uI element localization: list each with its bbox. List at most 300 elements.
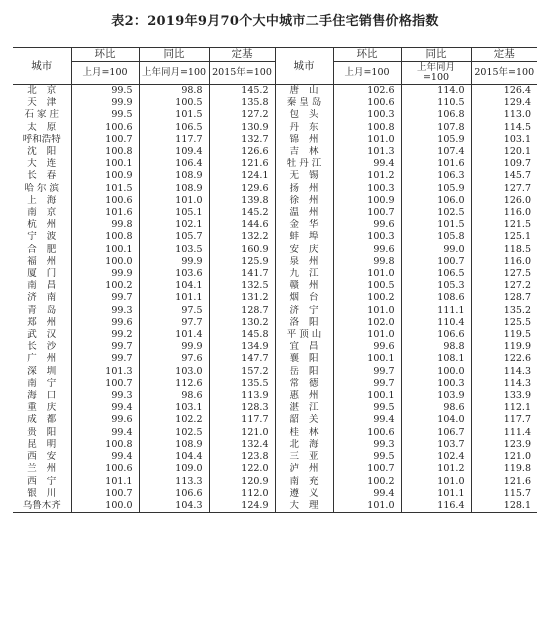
city-right-cell: 惠州 (275, 390, 333, 402)
table-row (13, 305, 537, 317)
mom-right-cell: 100.6 (333, 427, 401, 439)
fixed-right-cell: 115.7 (503, 487, 531, 499)
yoy-left-cell: 102.2 (139, 414, 209, 426)
fixed-right-cell: 114.3 (503, 365, 531, 377)
table-row (13, 183, 537, 195)
mom-left-cell: 100.8 (71, 146, 139, 158)
fixed-right-cell: 127.2 (503, 280, 531, 292)
yoy-left-cell: 98.8 (139, 85, 209, 98)
fixed-right-cell: 103.1 (503, 133, 531, 145)
table-row (13, 146, 537, 158)
city-left-cell: 杭州 (13, 219, 71, 231)
mom-right-cell: 99.4 (333, 158, 401, 170)
city-left-cell: 成都 (13, 414, 71, 426)
fixed-left-cell: 113.9 (209, 390, 275, 402)
mom-right-cell: 100.1 (333, 353, 401, 365)
table-row (13, 402, 537, 414)
city-right-cell: 锦州 (275, 134, 333, 146)
yoy-right-cell: 106.0 (401, 195, 471, 207)
fixed-right-cell: 127.7 (503, 182, 531, 194)
yoy-left-cell: 103.6 (139, 268, 209, 280)
city-right-cell: 大理 (275, 500, 333, 513)
yoy-left-cell: 113.3 (139, 476, 209, 488)
mom-left-cell: 99.4 (71, 451, 139, 463)
fixed-right-cell: 120.1 (503, 146, 531, 158)
fixed-left-cell: 132.5 (209, 280, 275, 292)
city-left-cell: 呼和浩特 (13, 134, 71, 146)
fixed-left-cell: 126.6 (209, 146, 275, 158)
mom-right-cell: 100.6 (333, 97, 401, 109)
city-right-cell: 包头 (275, 109, 333, 121)
table-row (13, 378, 537, 390)
header-yoy-base-right-line2: =100 (422, 72, 450, 83)
mom-left-cell: 99.5 (71, 109, 139, 121)
city-right-cell: 平顶山 (275, 329, 333, 341)
mom-right-cell: 102.0 (333, 317, 401, 329)
fixed-right-cell: 113.0 (503, 109, 531, 121)
fixed-left-cell: 112.0 (209, 488, 275, 500)
table-row (13, 390, 537, 402)
fixed-left-cell: 157.2 (209, 366, 275, 378)
city-right-cell: 韶关 (275, 414, 333, 426)
yoy-left-cell: 105.1 (139, 207, 209, 219)
mom-left-cell: 100.7 (71, 378, 139, 390)
mom-left-cell: 100.6 (71, 195, 139, 207)
yoy-left-cell: 99.9 (139, 341, 209, 353)
yoy-left-cell: 98.6 (139, 390, 209, 402)
mom-right-cell: 100.8 (333, 122, 401, 134)
table-row (13, 268, 537, 280)
table-row (13, 292, 537, 304)
mom-left-cell: 100.1 (71, 244, 139, 256)
city-left-cell: 南京 (13, 207, 71, 219)
header-yoy-left: 同比 (139, 48, 209, 62)
table-title: 表2：2019年9月70个大中城市二手住宅销售价格指数 (111, 14, 439, 29)
table-row (13, 158, 537, 170)
yoy-left-cell: 108.9 (139, 170, 209, 182)
fixed-left-cell: 132.7 (209, 134, 275, 146)
table-row (13, 207, 537, 219)
fixed-right-cell: 128.7 (503, 292, 531, 304)
mom-left-cell: 100.7 (71, 488, 139, 500)
mom-left-cell: 100.7 (71, 134, 139, 146)
table-row (13, 341, 537, 353)
fixed-left-cell: 131.2 (209, 292, 275, 304)
yoy-right-cell: 100.7 (401, 256, 471, 268)
table-row (13, 85, 537, 98)
yoy-right-cell: 105.9 (401, 183, 471, 195)
city-right-cell: 三亚 (275, 451, 333, 463)
mom-right-cell: 100.3 (333, 109, 401, 121)
fixed-right-cell: 119.5 (503, 329, 531, 341)
city-right-cell: 唐山 (275, 85, 333, 98)
yoy-right-cell: 106.8 (401, 109, 471, 121)
fixed-right-cell: 133.9 (503, 390, 531, 402)
yoy-left-cell: 112.6 (139, 378, 209, 390)
mom-left-cell: 99.3 (71, 305, 139, 317)
city-right-cell: 常德 (275, 378, 333, 390)
mom-right-cell: 100.7 (333, 463, 401, 475)
fixed-left-cell: 121.0 (209, 427, 275, 439)
yoy-left-cell: 103.5 (139, 244, 209, 256)
yoy-right-cell: 110.5 (401, 97, 471, 109)
fixed-left-cell: 121.6 (209, 158, 275, 170)
mom-left-cell: 99.6 (71, 317, 139, 329)
fixed-left-cell: 129.6 (209, 183, 275, 195)
header-yoy-right: 同比 (401, 48, 471, 62)
mom-right-cell: 101.3 (333, 146, 401, 158)
city-right-cell: 赣州 (275, 280, 333, 292)
yoy-right-cell: 105.8 (401, 231, 471, 243)
fixed-left-cell: 123.8 (209, 451, 275, 463)
yoy-right-cell: 105.9 (401, 134, 471, 146)
city-right-cell: 徐州 (275, 195, 333, 207)
yoy-right-cell: 98.8 (401, 341, 471, 353)
city-left-cell: 郑州 (13, 317, 71, 329)
table-row (13, 97, 537, 109)
fixed-right-cell: 112.1 (503, 402, 531, 414)
city-left-cell: 济南 (13, 292, 71, 304)
mom-right-cell: 99.6 (333, 341, 401, 353)
city-left-cell: 长春 (13, 170, 71, 182)
table-row (13, 219, 537, 231)
mom-right-cell: 101.0 (333, 500, 401, 513)
fixed-left-cell: 128.7 (209, 305, 275, 317)
mom-left-cell: 100.1 (71, 158, 139, 170)
mom-left-cell: 100.8 (71, 439, 139, 451)
fixed-left-cell: 122.0 (209, 463, 275, 475)
fixed-left-cell: 130.2 (209, 317, 275, 329)
mom-left-cell: 100.9 (71, 170, 139, 182)
fixed-left-cell: 145.8 (209, 329, 275, 341)
city-left-cell: 重庆 (13, 402, 71, 414)
fixed-right-cell: 127.5 (503, 268, 531, 280)
city-right-cell: 南充 (275, 476, 333, 488)
city-left-cell: 青岛 (13, 305, 71, 317)
header-yoy-base-right-line1: 上年同月 (416, 62, 455, 73)
mom-right-cell: 100.7 (333, 207, 401, 219)
city-right-cell: 湛江 (275, 402, 333, 414)
mom-right-cell: 100.3 (333, 231, 401, 243)
yoy-right-cell: 98.6 (401, 402, 471, 414)
fixed-right-cell: 119.9 (503, 341, 531, 353)
yoy-left-cell: 106.5 (139, 122, 209, 134)
city-right-cell: 秦皇岛 (275, 97, 333, 109)
city-left-cell: 天津 (13, 97, 71, 109)
header-mom-base-right: 上月=100 (333, 62, 401, 85)
city-right-cell: 九江 (275, 268, 333, 280)
mom-left-cell: 99.4 (71, 427, 139, 439)
fixed-left-cell: 132.2 (209, 231, 275, 243)
header-fixed-base-right: 2015年=100 (471, 62, 537, 85)
yoy-left-cell: 109.4 (139, 146, 209, 158)
fixed-right-cell: 116.0 (503, 207, 531, 219)
city-right-cell: 襄阳 (275, 353, 333, 365)
fixed-right-cell: 125.1 (503, 231, 531, 243)
fixed-left-cell: 132.4 (209, 439, 275, 451)
yoy-right-cell: 101.1 (401, 488, 471, 500)
city-right-cell: 济宁 (275, 305, 333, 317)
yoy-left-cell: 102.5 (139, 427, 209, 439)
yoy-right-cell: 110.4 (401, 317, 471, 329)
fixed-right-cell: 135.2 (503, 304, 531, 316)
city-left-cell: 昆明 (13, 439, 71, 451)
fixed-right-cell: 126.0 (503, 194, 531, 206)
city-left-cell: 大连 (13, 158, 71, 170)
yoy-left-cell: 108.9 (139, 183, 209, 195)
table-row (13, 500, 537, 513)
table-row (13, 353, 537, 365)
fixed-right-cell: 128.1 (471, 500, 537, 513)
yoy-left-cell: 104.1 (139, 280, 209, 292)
fixed-right-cell: 145.7 (503, 170, 531, 182)
fixed-right-cell: 121.0 (503, 451, 531, 463)
fixed-left-cell: 120.9 (209, 476, 275, 488)
fixed-right-cell: 123.9 (503, 438, 531, 450)
header-fixed-left: 定基 (209, 48, 275, 62)
table-row (13, 195, 537, 207)
header-mom-right: 环比 (333, 48, 401, 62)
mom-left-cell: 99.6 (71, 414, 139, 426)
fixed-left-cell: 117.7 (209, 414, 275, 426)
city-right-cell: 无锡 (275, 170, 333, 182)
yoy-left-cell: 97.5 (139, 305, 209, 317)
fixed-right-cell: 126.4 (503, 85, 531, 96)
yoy-right-cell: 100.0 (401, 366, 471, 378)
city-left-cell: 乌鲁木齐 (13, 500, 71, 513)
mom-right-cell: 101.0 (333, 268, 401, 280)
mom-left-cell: 100.6 (71, 463, 139, 475)
price-index-table (13, 47, 537, 513)
city-right-cell: 扬州 (275, 183, 333, 195)
mom-right-cell: 99.7 (333, 366, 401, 378)
yoy-right-cell: 116.4 (401, 500, 471, 513)
fixed-right-cell: 118.5 (503, 243, 531, 255)
yoy-left-cell: 101.1 (139, 292, 209, 304)
city-left-cell: 宁波 (13, 231, 71, 243)
city-right-cell: 北海 (275, 439, 333, 451)
city-right-cell: 牡丹江 (275, 158, 333, 170)
mom-right-cell: 99.7 (333, 378, 401, 390)
yoy-right-cell: 101.6 (401, 158, 471, 170)
yoy-right-cell: 107.8 (401, 122, 471, 134)
mom-right-cell: 101.0 (333, 305, 401, 317)
mom-right-cell: 99.4 (333, 488, 401, 500)
mom-left-cell: 100.0 (71, 256, 139, 268)
mom-left-cell: 99.9 (71, 97, 139, 109)
city-left-cell: 贵阳 (13, 427, 71, 439)
fixed-left-cell: 130.9 (209, 122, 275, 134)
mom-left-cell: 101.1 (71, 476, 139, 488)
city-left-cell: 太原 (13, 122, 71, 134)
yoy-left-cell: 101.4 (139, 329, 209, 341)
yoy-right-cell: 106.5 (401, 268, 471, 280)
yoy-left-cell: 100.5 (139, 97, 209, 109)
city-left-cell: 长沙 (13, 341, 71, 353)
mom-left-cell: 101.6 (71, 207, 139, 219)
fixed-left-cell: 134.9 (209, 341, 275, 353)
yoy-right-cell: 103.7 (401, 439, 471, 451)
yoy-left-cell: 106.6 (139, 488, 209, 500)
city-right-cell: 遵义 (275, 488, 333, 500)
table-row (13, 244, 537, 256)
city-right-cell: 桂林 (275, 427, 333, 439)
mom-left-cell: 99.8 (71, 219, 139, 231)
city-left-cell: 西安 (13, 451, 71, 463)
mom-left-cell: 100.6 (71, 122, 139, 134)
header-city-right: 城市 (275, 48, 333, 85)
mom-left-cell: 99.4 (71, 402, 139, 414)
city-left-cell: 石家庄 (13, 109, 71, 121)
city-right-cell: 烟台 (275, 292, 333, 304)
table-row (13, 451, 537, 463)
mom-left-cell: 99.5 (71, 85, 139, 98)
city-right-cell: 安庆 (275, 244, 333, 256)
table-row (13, 280, 537, 292)
city-right-cell: 泉州 (275, 256, 333, 268)
city-left-cell: 哈尔滨 (13, 183, 71, 195)
city-left-cell: 南昌 (13, 280, 71, 292)
mom-left-cell: 100.8 (71, 231, 139, 243)
city-left-cell: 广州 (13, 353, 71, 365)
yoy-left-cell: 103.0 (139, 366, 209, 378)
mom-left-cell: 99.7 (71, 341, 139, 353)
yoy-left-cell: 99.9 (139, 256, 209, 268)
table-row (13, 427, 537, 439)
fixed-left-cell: 124.1 (209, 170, 275, 182)
header-city-left: 城市 (13, 48, 71, 85)
yoy-right-cell: 106.7 (401, 427, 471, 439)
mom-right-cell: 99.3 (333, 439, 401, 451)
header-mom-left: 环比 (71, 48, 139, 62)
fixed-right-cell: 121.6 (503, 475, 531, 487)
yoy-left-cell: 97.7 (139, 317, 209, 329)
table-row (13, 134, 537, 146)
fixed-right-cell: 122.6 (503, 353, 531, 365)
city-right-cell: 岳阳 (275, 366, 333, 378)
yoy-right-cell: 101.0 (401, 476, 471, 488)
city-right-cell: 丹东 (275, 122, 333, 134)
fixed-right-cell: 114.3 (503, 377, 531, 389)
city-left-cell: 合肥 (13, 244, 71, 256)
fixed-left-cell: 127.2 (209, 109, 275, 121)
city-right-cell: 泸州 (275, 463, 333, 475)
fixed-left-cell: 124.9 (209, 500, 275, 513)
header-fixed-base-left: 2015年=100 (209, 62, 275, 85)
table-row (13, 317, 537, 329)
city-right-cell: 蚌埠 (275, 231, 333, 243)
table-row (13, 439, 537, 451)
yoy-left-cell: 104.4 (139, 451, 209, 463)
yoy-right-cell: 108.6 (401, 292, 471, 304)
table-row (13, 109, 537, 121)
city-left-cell: 西宁 (13, 476, 71, 488)
table-row (13, 366, 537, 378)
mom-left-cell: 99.7 (71, 292, 139, 304)
fixed-left-cell: 135.5 (209, 378, 275, 390)
yoy-right-cell: 104.0 (401, 414, 471, 426)
mom-right-cell: 101.0 (333, 329, 401, 341)
yoy-left-cell: 97.6 (139, 353, 209, 365)
fixed-left-cell: 145.2 (209, 207, 275, 219)
mom-right-cell: 99.4 (333, 414, 401, 426)
city-left-cell: 南宁 (13, 378, 71, 390)
yoy-left-cell: 108.9 (139, 439, 209, 451)
mom-right-cell: 99.5 (333, 451, 401, 463)
mom-left-cell: 99.3 (71, 390, 139, 402)
city-right-cell: 金华 (275, 219, 333, 231)
city-right-cell: 温州 (275, 207, 333, 219)
fixed-right-cell: 117.7 (503, 414, 531, 426)
fixed-right-cell: 129.4 (503, 97, 531, 109)
fixed-right-cell: 125.5 (503, 316, 531, 328)
fixed-left-cell: 144.6 (209, 219, 275, 231)
mom-right-cell: 100.2 (333, 476, 401, 488)
city-right-cell: 宜昌 (275, 341, 333, 353)
table-row (13, 488, 537, 500)
table-row (13, 170, 537, 182)
header-mom-base-left: 上月=100 (71, 62, 139, 85)
mom-right-cell: 100.9 (333, 195, 401, 207)
yoy-left-cell: 109.0 (139, 463, 209, 475)
yoy-right-cell: 114.0 (401, 85, 471, 98)
fixed-left-cell: 141.7 (209, 268, 275, 280)
city-left-cell: 福州 (13, 256, 71, 268)
mom-right-cell: 100.1 (333, 390, 401, 402)
city-left-cell: 海口 (13, 390, 71, 402)
table-row (13, 476, 537, 488)
fixed-left-cell: 128.3 (209, 402, 275, 414)
city-left-cell: 沈阳 (13, 146, 71, 158)
city-left-cell: 上海 (13, 195, 71, 207)
yoy-left-cell: 105.7 (139, 231, 209, 243)
city-left-cell: 武汉 (13, 329, 71, 341)
fixed-right-cell: 114.5 (503, 121, 531, 133)
city-left-cell: 厦门 (13, 268, 71, 280)
yoy-left-cell: 104.3 (139, 500, 209, 513)
fixed-right-cell: 109.7 (503, 158, 531, 170)
mom-right-cell: 101.2 (333, 170, 401, 182)
fixed-right-cell: 119.8 (503, 463, 531, 475)
mom-left-cell: 101.5 (71, 183, 139, 195)
yoy-right-cell: 111.1 (401, 305, 471, 317)
yoy-left-cell: 117.7 (139, 134, 209, 146)
mom-right-cell: 102.6 (333, 85, 401, 98)
yoy-right-cell: 108.1 (401, 353, 471, 365)
mom-right-cell: 100.3 (333, 183, 401, 195)
table-row (13, 414, 537, 426)
yoy-left-cell: 102.1 (139, 219, 209, 231)
yoy-right-cell: 103.9 (401, 390, 471, 402)
city-right-cell: 洛阳 (275, 317, 333, 329)
table-row (13, 463, 537, 475)
fixed-right-cell: 111.4 (503, 426, 531, 438)
mom-right-cell: 100.2 (333, 292, 401, 304)
mom-right-cell: 99.8 (333, 256, 401, 268)
mom-right-cell: 99.5 (333, 402, 401, 414)
yoy-right-cell: 105.3 (401, 280, 471, 292)
mom-left-cell: 99.7 (71, 353, 139, 365)
yoy-left-cell: 101.5 (139, 109, 209, 121)
yoy-right-cell: 102.5 (401, 207, 471, 219)
mom-left-cell: 101.3 (71, 366, 139, 378)
city-left-cell: 银川 (13, 488, 71, 500)
mom-right-cell: 99.6 (333, 219, 401, 231)
fixed-right-cell: 116.0 (503, 255, 531, 267)
fixed-left-cell: 160.9 (209, 244, 275, 256)
yoy-left-cell: 101.0 (139, 195, 209, 207)
fixed-left-cell: 139.8 (209, 195, 275, 207)
